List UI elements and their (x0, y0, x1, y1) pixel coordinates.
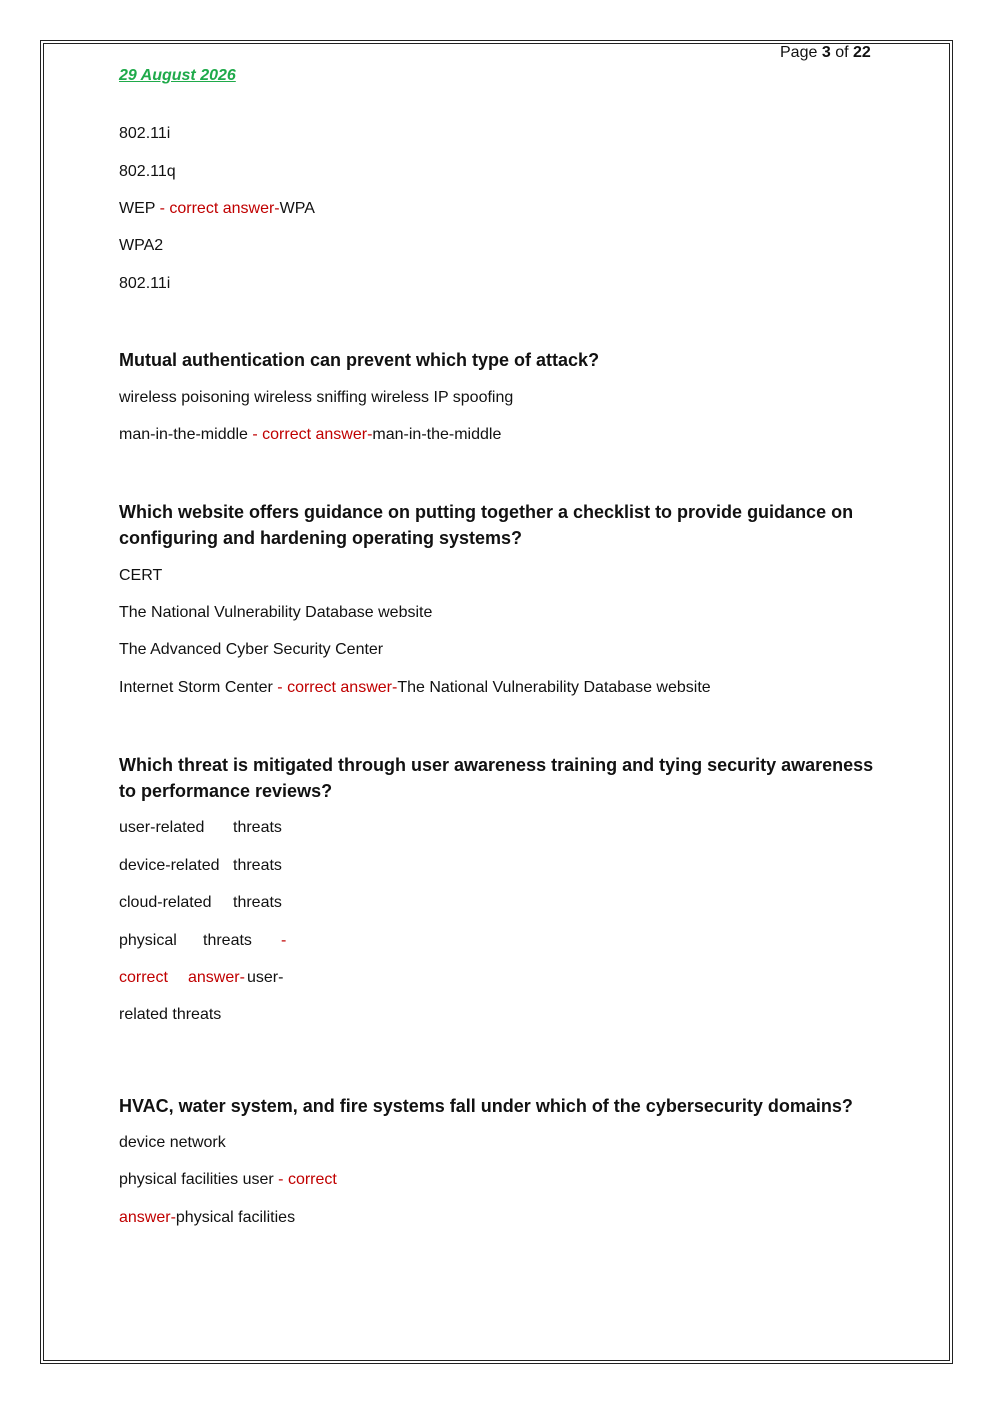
correct-answer: The National Vulnerability Database website (397, 679, 711, 696)
document-date: 29 August 2026 (119, 67, 236, 84)
option-word: threats (233, 894, 282, 911)
answer-line (119, 678, 711, 698)
option-word: physical (119, 932, 177, 949)
options-line (119, 1170, 337, 1190)
correct-answer: related threats (119, 1006, 222, 1023)
correct-answer-marker: - (281, 932, 287, 949)
page-of: of (835, 44, 849, 61)
correct-answer-marker: correct (119, 969, 168, 986)
page-border-inner (43, 43, 950, 1361)
option-text: physical facilities user (119, 1171, 274, 1188)
option-line: The Advanced Cyber Security Center (119, 641, 384, 658)
option-line: 802.11q (119, 163, 176, 180)
option-line: 802.11i (119, 275, 171, 292)
correct-answer-marker: - correct answer- (272, 679, 398, 696)
option-line: The National Vulnerability Database website (119, 604, 433, 621)
correct-answer-marker: - correct (273, 1171, 337, 1188)
question-heading: Which website offers guidance on putting together a checklist to provide guidance on configuring and hardening operating systems? (119, 502, 854, 548)
page-current: 3 (821, 44, 831, 61)
correct-answer: user- (247, 969, 284, 986)
correct-answer: man-in-the-middle (372, 426, 502, 443)
question-heading: Mutual authentication can prevent which type of attack? (119, 350, 600, 370)
option-word: threats (233, 857, 282, 874)
answer-line (119, 425, 501, 445)
option-word: user-related (119, 819, 205, 836)
option-word: threats (203, 932, 252, 949)
option-line: 802.11i (119, 125, 171, 142)
page-prefix: Page (780, 44, 818, 61)
options-line: wireless poisoning wireless sniffing wireless IP spoofing (119, 389, 514, 406)
option-word: cloud-related (119, 894, 212, 911)
option-text: Internet Storm Center (119, 679, 273, 696)
answer-line (119, 199, 315, 219)
option-word: threats (233, 819, 282, 836)
option-text: WEP (119, 200, 156, 217)
question-heading: Which threat is mitigated through user awareness training and tying security awareness to performance reviews? (119, 755, 874, 801)
option-line: WPA2 (119, 237, 164, 254)
option-line: CERT (119, 567, 163, 584)
correct-answer-marker: - correct answer- (155, 200, 280, 217)
question-heading: HVAC, water system, and fire systems fall under which of the cybersecurity domains? (119, 1096, 853, 1116)
options-line: device network (119, 1134, 226, 1151)
correct-answer: physical facilities (175, 1209, 296, 1226)
correct-answer-marker: answer- (188, 969, 245, 986)
option-word: device-related (119, 857, 220, 874)
page-total: 22 (852, 44, 871, 61)
option-text: man-in-the-middle (119, 426, 248, 443)
answer-line (119, 1208, 295, 1228)
correct-answer: WPA (279, 200, 315, 217)
page-number (780, 44, 871, 62)
correct-answer-marker: - correct answer- (247, 426, 373, 443)
correct-answer-marker: answer- (119, 1209, 176, 1226)
